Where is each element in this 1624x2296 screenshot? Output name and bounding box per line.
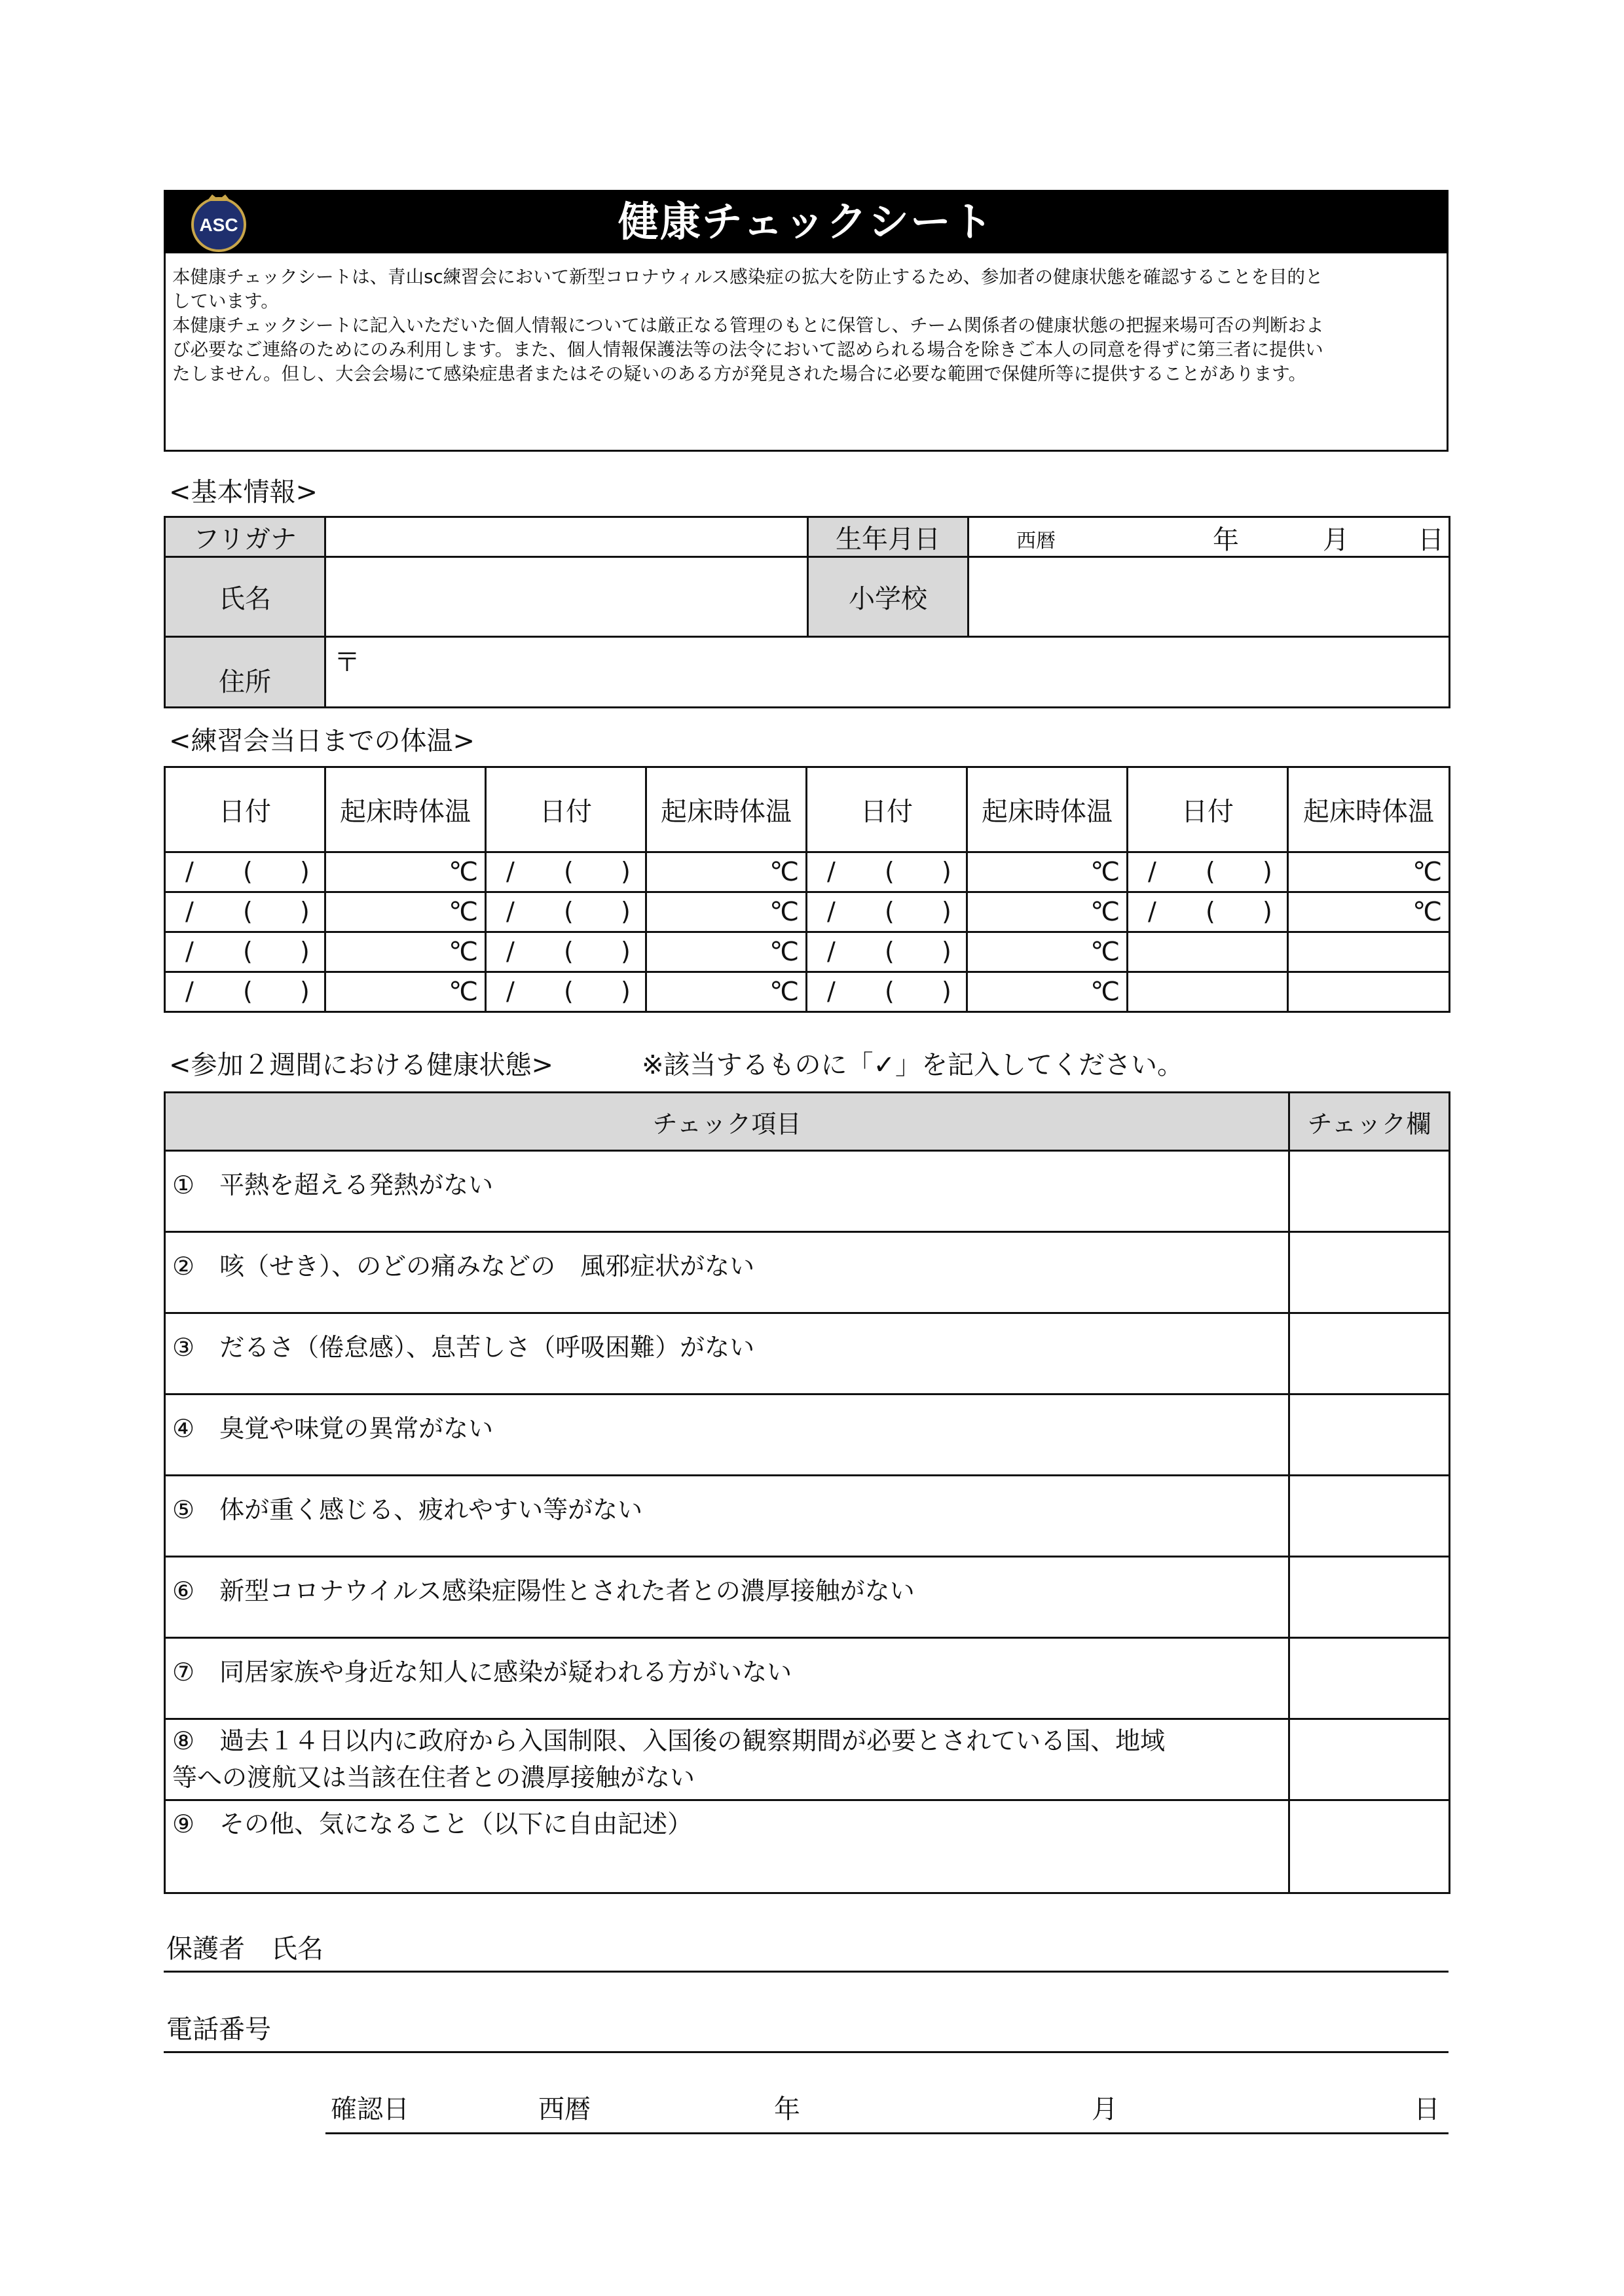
temp-row [165,932,1450,972]
date-paren-close: ) [942,897,951,926]
date-paren-open: ( [243,977,253,1006]
date-slash: / [185,937,194,966]
date-cell[interactable] [486,932,646,972]
temp-cell[interactable] [1288,892,1450,932]
birth-day: 日 [1418,525,1444,555]
celsius-unit: ℃ [1090,897,1120,927]
celsius-unit: ℃ [769,897,799,927]
temp-cell[interactable] [325,852,486,892]
check-box[interactable] [1289,1638,1450,1719]
school-label: 小学校 [808,557,969,637]
date-paren-close: ) [300,977,310,1006]
celsius-unit: ℃ [1412,857,1442,887]
item-header: チェック項目 [165,1093,1289,1151]
date-paren-close: ) [300,857,310,886]
date-cell[interactable] [165,972,325,1012]
date-paren-open: ( [564,977,574,1006]
postal-mark: 〒 [334,647,360,678]
date-paren-open: ( [564,857,574,886]
check-box[interactable] [1289,1557,1450,1638]
birth-year: 年 [1213,525,1239,555]
intro-text [164,253,1449,452]
temp-row [165,972,1450,1012]
check-box[interactable] [1289,1476,1450,1557]
logo-text: ASC [199,215,238,235]
celsius-unit: ℃ [1090,857,1120,887]
temp-cell[interactable] [325,932,486,972]
school-field[interactable] [969,557,1450,637]
health-item: ④ 臭覚や味覚の異常がない [165,1394,1289,1476]
intro-line: たしません。但し、大会会場にて感染症患者またはその疑いのある方が発見された場合に必要な範囲で保健所等に提供することがあります。 [172,363,1306,384]
date-slash: / [827,937,836,966]
temp-cell[interactable] [325,972,486,1012]
date-slash: / [506,977,515,1006]
date-cell[interactable] [165,932,325,972]
date-cell[interactable] [1128,892,1288,932]
date-header: 日付 [807,767,967,852]
check-box[interactable] [1289,1313,1450,1394]
intro-line: しています。 [172,291,279,312]
phone-label: 電話番号 [166,2014,271,2045]
temp-cell[interactable] [646,932,807,972]
date-slash: / [1148,897,1156,926]
address-field[interactable] [325,637,1450,708]
date-header: 日付 [486,767,646,852]
temp-header: 起床時体温 [646,767,807,852]
guardian-name-line[interactable] [164,1928,1449,1973]
date-cell[interactable] [486,892,646,932]
date-header: 日付 [165,767,325,852]
date-cell[interactable] [807,852,967,892]
date-paren-close: ) [942,857,951,886]
date-cell[interactable] [486,972,646,1012]
temp-cell[interactable] [325,892,486,932]
date-slash: / [1148,857,1156,886]
date-paren-open: ( [885,937,895,966]
page-title: 健康チェックシート [618,198,995,246]
date-paren-close: ) [942,937,951,966]
date-paren-close: ) [621,937,631,966]
date-paren-close: ) [621,977,631,1006]
check-box[interactable] [1289,1800,1450,1893]
confirm-date-line[interactable] [325,2088,1449,2134]
confirm-seireki: 西暦 [538,2094,591,2124]
confirm-day: 日 [1414,2094,1440,2124]
health-item: ⑤ 体が重く感じる、疲れやすい等がない [165,1476,1289,1557]
address-label: 住所 [165,637,325,708]
health-note: ※該当するものに「✓」を記入してください。 [642,1050,1184,1080]
health-item: ③ だるさ（倦怠感）、息苦しさ（呼吸困難）がない [165,1313,1289,1394]
intro-line: 本健康チェックシートに記入いただいた個人情報については厳正なる管理のもとに保管し、チーム関係者の健康状態の把握来場可否の判断およ [172,315,1324,336]
date-slash: / [506,897,515,926]
temp-header: 起床時体温 [325,767,486,852]
date-paren-close: ) [621,897,631,926]
date-slash: / [827,857,836,886]
temp-cell[interactable] [967,852,1128,892]
celsius-unit: ℃ [1090,977,1120,1007]
check-box[interactable] [1289,1232,1450,1313]
guardian-label: 保護者 氏名 [166,1934,323,1964]
check-box[interactable] [1289,1394,1450,1476]
name-label: 氏名 [165,557,325,637]
celsius-unit: ℃ [449,937,478,967]
temp-cell[interactable] [646,972,807,1012]
furigana-field[interactable] [325,517,808,557]
date-paren-open: ( [243,857,253,886]
temp-cell[interactable] [646,852,807,892]
celsius-unit: ℃ [449,897,478,927]
date-cell[interactable] [1128,852,1288,892]
health-item: ① 平熱を超える発熱がない [165,1151,1289,1232]
health-section-heading: <参加２週間における健康状態> [169,1050,554,1080]
celsius-unit: ℃ [769,857,799,887]
check-box[interactable] [1289,1719,1450,1800]
date-cell[interactable] [807,932,967,972]
confirm-year: 年 [774,2094,800,2124]
date-slash: / [506,937,515,966]
celsius-unit: ℃ [769,977,799,1007]
date-cell[interactable] [807,892,967,932]
confirm-month: 月 [1092,2094,1118,2124]
celsius-unit: ℃ [449,857,478,887]
intro-line: 本健康チェックシートは、青山sc練習会において新型コロナウィルス感染症の拡大を防止するため、参加者の健康状態を確認することを目的と [172,266,1323,287]
temp-header: 起床時体温 [1288,767,1450,852]
temp-cell[interactable] [646,892,807,932]
date-paren-close: ) [300,897,310,926]
celsius-unit: ℃ [769,937,799,967]
date-cell[interactable] [1128,972,1288,1012]
date-paren-open: ( [243,937,253,966]
health-item [165,1719,1289,1800]
health-check-table [164,1091,1450,1894]
date-cell[interactable] [807,972,967,1012]
birth-field[interactable] [969,517,1450,557]
health-item: ② 咳（せき）、のどの痛みなどの 風邪症状がない [165,1232,1289,1313]
date-paren-open: ( [1206,857,1215,886]
health-item-line: ⑧ 過去１４日以内に政府から入国制限、入国後の観察期間が必要とされている国、地域 [172,1726,1166,1755]
date-slash: / [185,857,194,886]
date-paren-close: ) [942,977,951,1006]
date-slash: / [827,977,836,1006]
date-slash: / [185,977,194,1006]
health-item-line: 等への渡航又は当該在住者との濃厚接触がない [172,1763,695,1792]
basic-section-heading: <基本情報> [169,477,318,507]
date-paren-open: ( [885,857,895,886]
name-field[interactable] [325,557,808,637]
temp-row [165,892,1450,932]
date-cell[interactable] [1128,932,1288,972]
temp-header: 起床時体温 [967,767,1128,852]
celsius-unit: ℃ [449,977,478,1007]
temp-section-heading: <練習会当日までの体温> [169,726,475,756]
temp-cell[interactable] [1288,932,1450,972]
date-cell[interactable] [165,852,325,892]
check-header: チェック欄 [1289,1093,1450,1151]
confirm-label: 確認日 [331,2094,409,2124]
date-paren-open: ( [564,937,574,966]
date-slash: / [506,857,515,886]
temp-cell[interactable] [1288,972,1450,1012]
date-paren-open: ( [564,897,574,926]
date-paren-open: ( [1206,897,1215,926]
intro-line: び必要なご連絡のためにのみ利用します。また、個人情報保護法等の法令において認められる場合を除きご本人の同意を得ずに第三者に提供い [172,339,1323,360]
furigana-label: フリガナ [165,517,325,557]
temp-cell[interactable] [1288,852,1450,892]
date-header: 日付 [1128,767,1288,852]
temp-cell[interactable] [967,972,1128,1012]
temp-cell[interactable] [967,892,1128,932]
birth-seireki: 西暦 [1016,530,1056,553]
date-paren-close: ) [621,857,631,886]
health-item: ⑨ その他、気になること（以下に自由記述） [165,1800,1289,1893]
date-paren-close: ) [1263,857,1272,886]
health-item: ⑦ 同居家族や身近な知人に感染が疑われる方がいない [165,1638,1289,1719]
celsius-unit: ℃ [1090,937,1120,967]
check-box[interactable] [1289,1151,1450,1232]
temperature-table [164,766,1450,1013]
date-paren-open: ( [885,897,895,926]
celsius-unit: ℃ [1412,897,1442,927]
date-cell[interactable] [486,852,646,892]
date-cell[interactable] [165,892,325,932]
date-paren-close: ) [1263,897,1272,926]
temp-row [165,852,1450,892]
birth-label: 生年月日 [808,517,969,557]
basic-info-table [164,516,1450,708]
date-paren-open: ( [243,897,253,926]
temp-cell[interactable] [967,932,1128,972]
health-item: ⑥ 新型コロナウイルス感染症陽性とされた者との濃厚接触がない [165,1557,1289,1638]
date-slash: / [185,897,194,926]
birth-month: 月 [1323,525,1349,555]
date-slash: / [827,897,836,926]
date-paren-open: ( [885,977,895,1006]
date-paren-close: ) [300,937,310,966]
phone-line[interactable] [164,2009,1449,2053]
